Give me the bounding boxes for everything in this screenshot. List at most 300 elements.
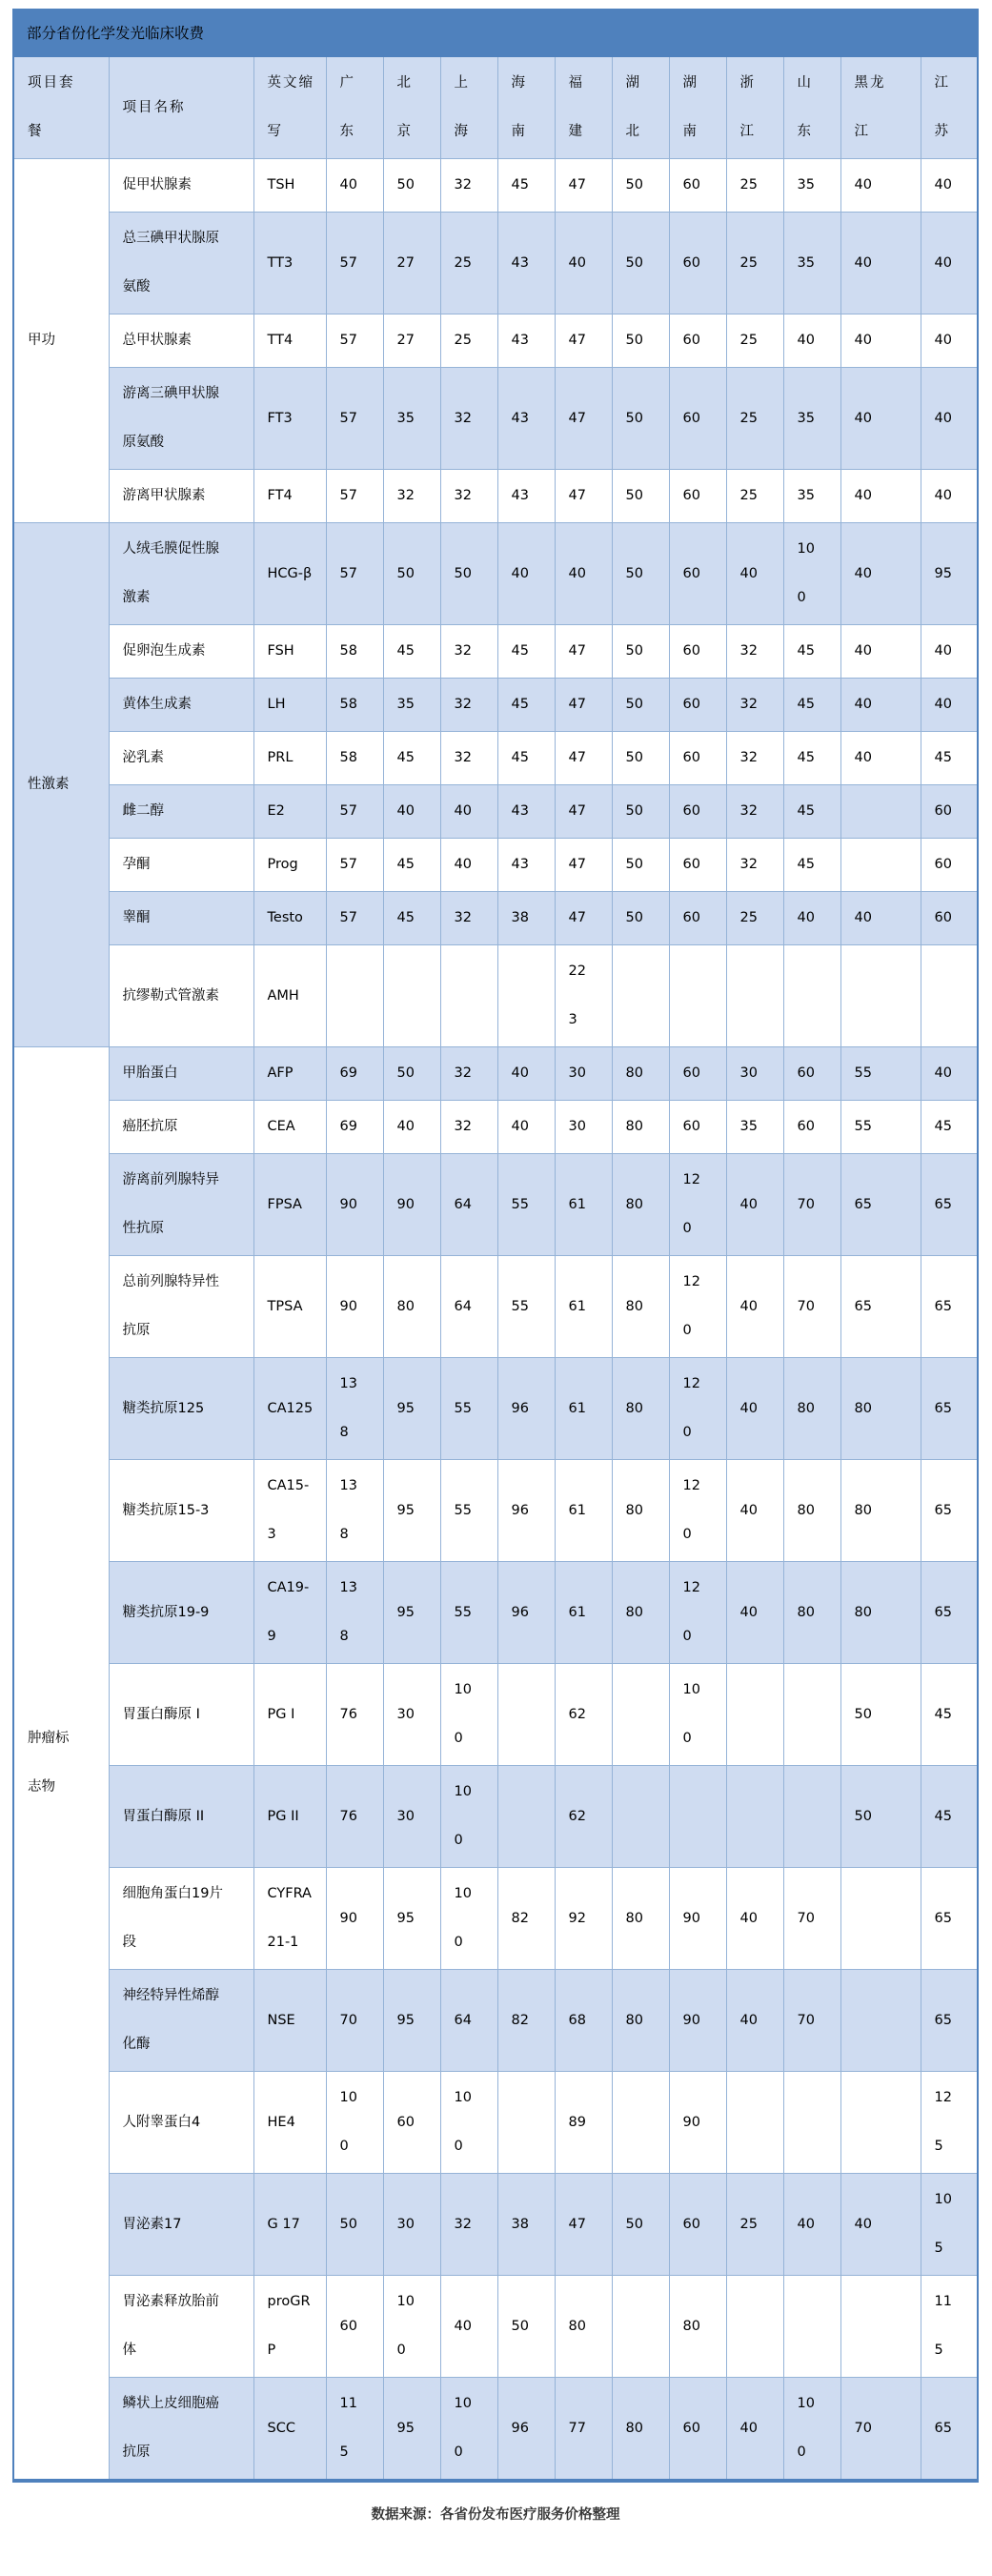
price-cell: 50 xyxy=(612,213,669,314)
price-cell: 45 xyxy=(783,785,840,839)
price-cell: 40 xyxy=(921,625,978,679)
abbr-cell: CA15-3 xyxy=(253,1460,326,1562)
abbr-cell: FPSA xyxy=(253,1154,326,1256)
price-cell: 45 xyxy=(783,839,840,892)
price-cell xyxy=(840,1970,921,2072)
abbr-cell: PG II xyxy=(253,1766,326,1868)
price-cell: 55 xyxy=(497,1256,555,1358)
price-cell: 40 xyxy=(726,1562,783,1664)
table-body xyxy=(13,10,978,2481)
project-name-cell: 糖类抗原15-3 xyxy=(109,1460,253,1562)
price-cell: 120 xyxy=(669,1460,726,1562)
price-cell: 40 xyxy=(726,523,783,625)
table-row xyxy=(13,2378,978,2482)
price-cell: 120 xyxy=(669,1562,726,1664)
price-cell: 50 xyxy=(612,470,669,523)
table-row xyxy=(13,2072,978,2174)
table-row xyxy=(13,1256,978,1358)
price-cell xyxy=(840,1868,921,1970)
price-cell: 76 xyxy=(326,1766,383,1868)
title-row xyxy=(13,10,978,57)
price-cell: 64 xyxy=(440,1970,497,2072)
price-cell: 55 xyxy=(440,1358,497,1460)
price-cell: 50 xyxy=(612,2174,669,2276)
price-cell: 125 xyxy=(921,2072,978,2174)
price-cell: 50 xyxy=(612,785,669,839)
price-cell: 95 xyxy=(383,1970,440,2072)
price-cell xyxy=(497,2072,555,2174)
abbr-cell: E2 xyxy=(253,785,326,839)
price-cell: 40 xyxy=(840,679,921,732)
price-cell: 38 xyxy=(497,892,555,945)
price-cell: 40 xyxy=(497,1101,555,1154)
price-cell xyxy=(497,945,555,1047)
price-cell: 61 xyxy=(555,1562,612,1664)
header-cell: 江苏 xyxy=(921,57,978,159)
table-row xyxy=(13,314,978,368)
project-name-cell: 胃蛋白酶原 II xyxy=(109,1766,253,1868)
price-cell: 95 xyxy=(921,523,978,625)
price-cell: 50 xyxy=(840,1664,921,1766)
price-cell: 47 xyxy=(555,625,612,679)
project-name-cell: 黄体生成素 xyxy=(109,679,253,732)
price-cell: 80 xyxy=(612,1562,669,1664)
price-cell: 65 xyxy=(840,1256,921,1358)
price-cell: 45 xyxy=(383,625,440,679)
price-cell xyxy=(840,2072,921,2174)
table-row xyxy=(13,785,978,839)
table-row xyxy=(13,679,978,732)
table-row xyxy=(13,1562,978,1664)
price-cell: 82 xyxy=(497,1970,555,2072)
abbr-cell: CEA xyxy=(253,1101,326,1154)
project-name-cell: 游离前列腺特异性抗原 xyxy=(109,1154,253,1256)
project-name-cell: 胃泌素释放胎前体 xyxy=(109,2276,253,2378)
price-cell: 55 xyxy=(840,1101,921,1154)
price-cell: 62 xyxy=(555,1766,612,1868)
price-cell: 223 xyxy=(555,945,612,1047)
price-cell: 40 xyxy=(840,625,921,679)
table-row xyxy=(13,732,978,785)
table-row xyxy=(13,892,978,945)
header-cell: 英文缩写 xyxy=(253,57,326,159)
table-row xyxy=(13,213,978,314)
price-cell: 45 xyxy=(383,732,440,785)
price-cell xyxy=(383,945,440,1047)
price-cell: 100 xyxy=(669,1664,726,1766)
price-cell: 80 xyxy=(840,1562,921,1664)
price-cell: 55 xyxy=(497,1154,555,1256)
price-cell xyxy=(783,2276,840,2378)
table-row xyxy=(13,1664,978,1766)
price-cell: 40 xyxy=(783,2174,840,2276)
project-name-cell: 孕酮 xyxy=(109,839,253,892)
price-cell: 32 xyxy=(726,679,783,732)
header-cell: 项目套餐 xyxy=(13,57,109,159)
price-cell: 60 xyxy=(921,785,978,839)
price-cell: 43 xyxy=(497,368,555,470)
price-cell: 90 xyxy=(669,2072,726,2174)
price-cell xyxy=(840,839,921,892)
price-cell: 40 xyxy=(726,1868,783,1970)
price-cell: 60 xyxy=(669,732,726,785)
price-cell: 45 xyxy=(783,732,840,785)
price-cell: 80 xyxy=(612,1460,669,1562)
project-name-cell: 胃蛋白酶原 I xyxy=(109,1664,253,1766)
abbr-cell: TT4 xyxy=(253,314,326,368)
price-cell: 60 xyxy=(921,892,978,945)
price-cell: 60 xyxy=(669,213,726,314)
price-cell xyxy=(840,2276,921,2378)
price-cell: 77 xyxy=(555,2378,612,2482)
price-cell: 55 xyxy=(440,1460,497,1562)
price-cell: 65 xyxy=(921,2378,978,2482)
price-cell: 60 xyxy=(783,1101,840,1154)
price-cell xyxy=(440,945,497,1047)
table-row xyxy=(13,1970,978,2072)
price-cell: 89 xyxy=(555,2072,612,2174)
table-row xyxy=(13,523,978,625)
table-row xyxy=(13,2174,978,2276)
price-cell: 100 xyxy=(440,2072,497,2174)
price-cell: 25 xyxy=(726,368,783,470)
price-cell: 90 xyxy=(669,1868,726,1970)
price-cell: 45 xyxy=(921,1101,978,1154)
abbr-cell: LH xyxy=(253,679,326,732)
abbr-cell: proGRP xyxy=(253,2276,326,2378)
table-row xyxy=(13,1460,978,1562)
price-cell: 60 xyxy=(669,1047,726,1101)
price-cell: 61 xyxy=(555,1358,612,1460)
price-cell: 69 xyxy=(326,1101,383,1154)
price-cell xyxy=(497,1664,555,1766)
price-cell: 50 xyxy=(612,314,669,368)
price-cell: 47 xyxy=(555,159,612,213)
price-cell: 58 xyxy=(326,625,383,679)
price-cell: 40 xyxy=(383,1101,440,1154)
price-cell: 95 xyxy=(383,2378,440,2482)
price-cell: 32 xyxy=(440,2174,497,2276)
price-cell: 96 xyxy=(497,1460,555,1562)
price-cell: 100 xyxy=(783,2378,840,2482)
price-cell: 32 xyxy=(383,470,440,523)
price-cell: 138 xyxy=(326,1460,383,1562)
price-cell: 100 xyxy=(440,1868,497,1970)
price-cell: 60 xyxy=(783,1047,840,1101)
price-cell: 50 xyxy=(840,1766,921,1868)
price-cell: 90 xyxy=(326,1868,383,1970)
price-cell: 100 xyxy=(783,523,840,625)
table-row xyxy=(13,625,978,679)
price-cell: 25 xyxy=(440,213,497,314)
price-cell: 70 xyxy=(783,1256,840,1358)
project-name-cell: 癌胚抗原 xyxy=(109,1101,253,1154)
price-cell: 50 xyxy=(440,523,497,625)
price-cell: 80 xyxy=(555,2276,612,2378)
price-cell: 50 xyxy=(612,679,669,732)
abbr-cell: SCC xyxy=(253,2378,326,2482)
price-cell: 60 xyxy=(921,839,978,892)
table-row xyxy=(13,159,978,213)
abbr-cell: AFP xyxy=(253,1047,326,1101)
price-cell: 30 xyxy=(383,1766,440,1868)
data-source-note: 数据来源：各省份发布医疗服务价格整理 xyxy=(371,2507,620,2523)
project-name-cell: 糖类抗原125 xyxy=(109,1358,253,1460)
price-cell: 100 xyxy=(440,1664,497,1766)
price-cell: 32 xyxy=(440,1047,497,1101)
price-cell: 30 xyxy=(555,1101,612,1154)
price-cell: 30 xyxy=(555,1047,612,1101)
price-cell: 92 xyxy=(555,1868,612,1970)
price-cell: 47 xyxy=(555,470,612,523)
price-cell: 70 xyxy=(783,1970,840,2072)
price-cell: 120 xyxy=(669,1358,726,1460)
price-cell: 65 xyxy=(921,1358,978,1460)
price-cell: 100 xyxy=(383,2276,440,2378)
price-cell: 57 xyxy=(326,213,383,314)
price-cell: 115 xyxy=(326,2378,383,2482)
price-cell: 43 xyxy=(497,213,555,314)
project-name-cell: 甲胎蛋白 xyxy=(109,1047,253,1101)
price-cell: 25 xyxy=(726,213,783,314)
price-cell: 47 xyxy=(555,314,612,368)
group-cell: 甲功 xyxy=(13,159,109,523)
project-name-cell: 糖类抗原19-9 xyxy=(109,1562,253,1664)
table-row xyxy=(13,368,978,470)
header-row xyxy=(13,57,978,159)
price-cell: 60 xyxy=(669,1101,726,1154)
abbr-cell: G 17 xyxy=(253,2174,326,2276)
table-row xyxy=(13,1101,978,1154)
price-cell: 40 xyxy=(726,1460,783,1562)
abbr-cell: CA125 xyxy=(253,1358,326,1460)
header-cell: 黑龙江 xyxy=(840,57,921,159)
price-cell: 40 xyxy=(921,679,978,732)
price-cell: 32 xyxy=(440,368,497,470)
price-table xyxy=(12,9,979,2483)
price-cell: 45 xyxy=(921,1664,978,1766)
price-cell: 57 xyxy=(326,368,383,470)
price-cell: 40 xyxy=(497,1047,555,1101)
price-cell: 96 xyxy=(497,1562,555,1664)
price-cell: 40 xyxy=(840,732,921,785)
price-cell: 38 xyxy=(497,2174,555,2276)
price-cell: 45 xyxy=(383,839,440,892)
abbr-cell: PRL xyxy=(253,732,326,785)
price-cell: 45 xyxy=(383,892,440,945)
price-cell: 32 xyxy=(440,892,497,945)
abbr-cell: NSE xyxy=(253,1970,326,2072)
price-cell xyxy=(726,945,783,1047)
group-cell: 肿瘤标志物 xyxy=(13,1047,109,2482)
price-cell: 40 xyxy=(497,523,555,625)
price-cell xyxy=(612,945,669,1047)
price-cell: 60 xyxy=(669,314,726,368)
price-cell: 138 xyxy=(326,1358,383,1460)
price-cell: 40 xyxy=(726,1256,783,1358)
price-cell: 96 xyxy=(497,2378,555,2482)
price-cell: 50 xyxy=(383,159,440,213)
price-cell xyxy=(783,1766,840,1868)
group-cell: 性激素 xyxy=(13,523,109,1047)
price-cell: 50 xyxy=(612,523,669,625)
price-cell: 70 xyxy=(783,1154,840,1256)
table-title: 部分省份化学发光临床收费 xyxy=(13,10,978,57)
price-cell: 57 xyxy=(326,314,383,368)
price-cell xyxy=(840,945,921,1047)
table-row xyxy=(13,1154,978,1256)
price-cell: 40 xyxy=(383,785,440,839)
price-cell xyxy=(726,1664,783,1766)
price-cell: 80 xyxy=(612,1358,669,1460)
price-cell: 50 xyxy=(612,892,669,945)
project-name-cell: 睾酮 xyxy=(109,892,253,945)
price-cell: 70 xyxy=(326,1970,383,2072)
abbr-cell: HCG-β xyxy=(253,523,326,625)
price-cell: 80 xyxy=(840,1358,921,1460)
price-cell: 40 xyxy=(440,839,497,892)
price-cell: 47 xyxy=(555,679,612,732)
price-cell: 40 xyxy=(726,1154,783,1256)
price-cell: 60 xyxy=(326,2276,383,2378)
price-cell: 45 xyxy=(783,679,840,732)
price-cell: 32 xyxy=(440,1101,497,1154)
price-cell: 80 xyxy=(783,1562,840,1664)
price-cell: 25 xyxy=(726,892,783,945)
price-cell: 40 xyxy=(840,213,921,314)
abbr-cell: FT4 xyxy=(253,470,326,523)
project-name-cell: 促甲状腺素 xyxy=(109,159,253,213)
price-cell: 90 xyxy=(669,1970,726,2072)
price-cell: 60 xyxy=(669,2378,726,2482)
price-cell: 90 xyxy=(326,1256,383,1358)
price-cell xyxy=(612,1664,669,1766)
price-cell: 95 xyxy=(383,1868,440,1970)
price-cell: 80 xyxy=(783,1358,840,1460)
header-cell: 山东 xyxy=(783,57,840,159)
price-cell: 40 xyxy=(840,470,921,523)
price-cell: 25 xyxy=(726,470,783,523)
price-cell: 64 xyxy=(440,1154,497,1256)
header-cell: 湖南 xyxy=(669,57,726,159)
price-cell: 47 xyxy=(555,785,612,839)
price-cell: 32 xyxy=(440,159,497,213)
price-cell xyxy=(783,2072,840,2174)
price-cell: 40 xyxy=(840,368,921,470)
price-cell: 80 xyxy=(612,2378,669,2482)
price-cell: 47 xyxy=(555,368,612,470)
price-cell: 25 xyxy=(726,314,783,368)
header-cell: 上海 xyxy=(440,57,497,159)
price-cell: 120 xyxy=(669,1154,726,1256)
price-cell xyxy=(612,2276,669,2378)
price-cell: 90 xyxy=(383,1154,440,1256)
price-cell: 60 xyxy=(383,2072,440,2174)
price-cell: 95 xyxy=(383,1460,440,1562)
price-cell: 80 xyxy=(783,1460,840,1562)
price-cell: 58 xyxy=(326,732,383,785)
header-cell: 广东 xyxy=(326,57,383,159)
project-name-cell: 神经特异性烯醇化酶 xyxy=(109,1970,253,2072)
price-cell: 58 xyxy=(326,679,383,732)
price-cell: 80 xyxy=(612,1101,669,1154)
table-row xyxy=(13,839,978,892)
price-cell: 43 xyxy=(497,314,555,368)
price-cell: 40 xyxy=(726,1970,783,2072)
header-cell: 福建 xyxy=(555,57,612,159)
price-cell: 45 xyxy=(497,679,555,732)
price-cell: 82 xyxy=(497,1868,555,1970)
price-cell: 57 xyxy=(326,470,383,523)
abbr-cell: TPSA xyxy=(253,1256,326,1358)
table-row xyxy=(13,1047,978,1101)
price-cell: 65 xyxy=(840,1154,921,1256)
abbr-cell: Testo xyxy=(253,892,326,945)
price-cell: 80 xyxy=(612,1154,669,1256)
price-cell: 43 xyxy=(497,785,555,839)
price-cell: 25 xyxy=(440,314,497,368)
price-cell xyxy=(840,785,921,839)
price-cell: 90 xyxy=(326,1154,383,1256)
project-name-cell: 鳞状上皮细胞癌抗原 xyxy=(109,2378,253,2482)
price-cell: 35 xyxy=(783,470,840,523)
price-cell: 65 xyxy=(921,1970,978,2072)
abbr-cell: CA19-9 xyxy=(253,1562,326,1664)
price-cell: 60 xyxy=(669,679,726,732)
price-cell: 80 xyxy=(612,1868,669,1970)
abbr-cell: TSH xyxy=(253,159,326,213)
price-cell: 80 xyxy=(383,1256,440,1358)
header-cell: 北京 xyxy=(383,57,440,159)
project-name-cell: 总前列腺特异性抗原 xyxy=(109,1256,253,1358)
abbr-cell: PG I xyxy=(253,1664,326,1766)
price-cell: 61 xyxy=(555,1460,612,1562)
price-cell: 35 xyxy=(726,1101,783,1154)
abbr-cell: HE4 xyxy=(253,2072,326,2174)
price-cell xyxy=(726,1766,783,1868)
price-cell: 80 xyxy=(612,1047,669,1101)
price-cell: 43 xyxy=(497,839,555,892)
price-cell: 57 xyxy=(326,523,383,625)
price-cell: 115 xyxy=(921,2276,978,2378)
price-cell: 57 xyxy=(326,839,383,892)
price-cell: 30 xyxy=(383,2174,440,2276)
price-cell: 35 xyxy=(783,368,840,470)
price-cell: 35 xyxy=(783,159,840,213)
price-cell: 57 xyxy=(326,785,383,839)
price-cell: 50 xyxy=(612,625,669,679)
price-cell: 32 xyxy=(440,732,497,785)
project-name-cell: 总三碘甲状腺原氨酸 xyxy=(109,213,253,314)
price-cell: 32 xyxy=(440,679,497,732)
abbr-cell: TT3 xyxy=(253,213,326,314)
price-cell: 69 xyxy=(326,1047,383,1101)
price-cell: 45 xyxy=(921,732,978,785)
price-cell: 70 xyxy=(840,2378,921,2482)
price-cell: 40 xyxy=(921,1047,978,1101)
table-row xyxy=(13,945,978,1047)
price-cell: 45 xyxy=(497,625,555,679)
table-row xyxy=(13,2276,978,2378)
project-name-cell: 抗缪勒式管激素 xyxy=(109,945,253,1047)
price-cell: 40 xyxy=(921,159,978,213)
price-cell: 40 xyxy=(921,213,978,314)
price-cell: 60 xyxy=(669,368,726,470)
price-cell: 45 xyxy=(783,625,840,679)
price-cell: 120 xyxy=(669,1256,726,1358)
price-cell: 55 xyxy=(840,1047,921,1101)
price-cell: 64 xyxy=(440,1256,497,1358)
